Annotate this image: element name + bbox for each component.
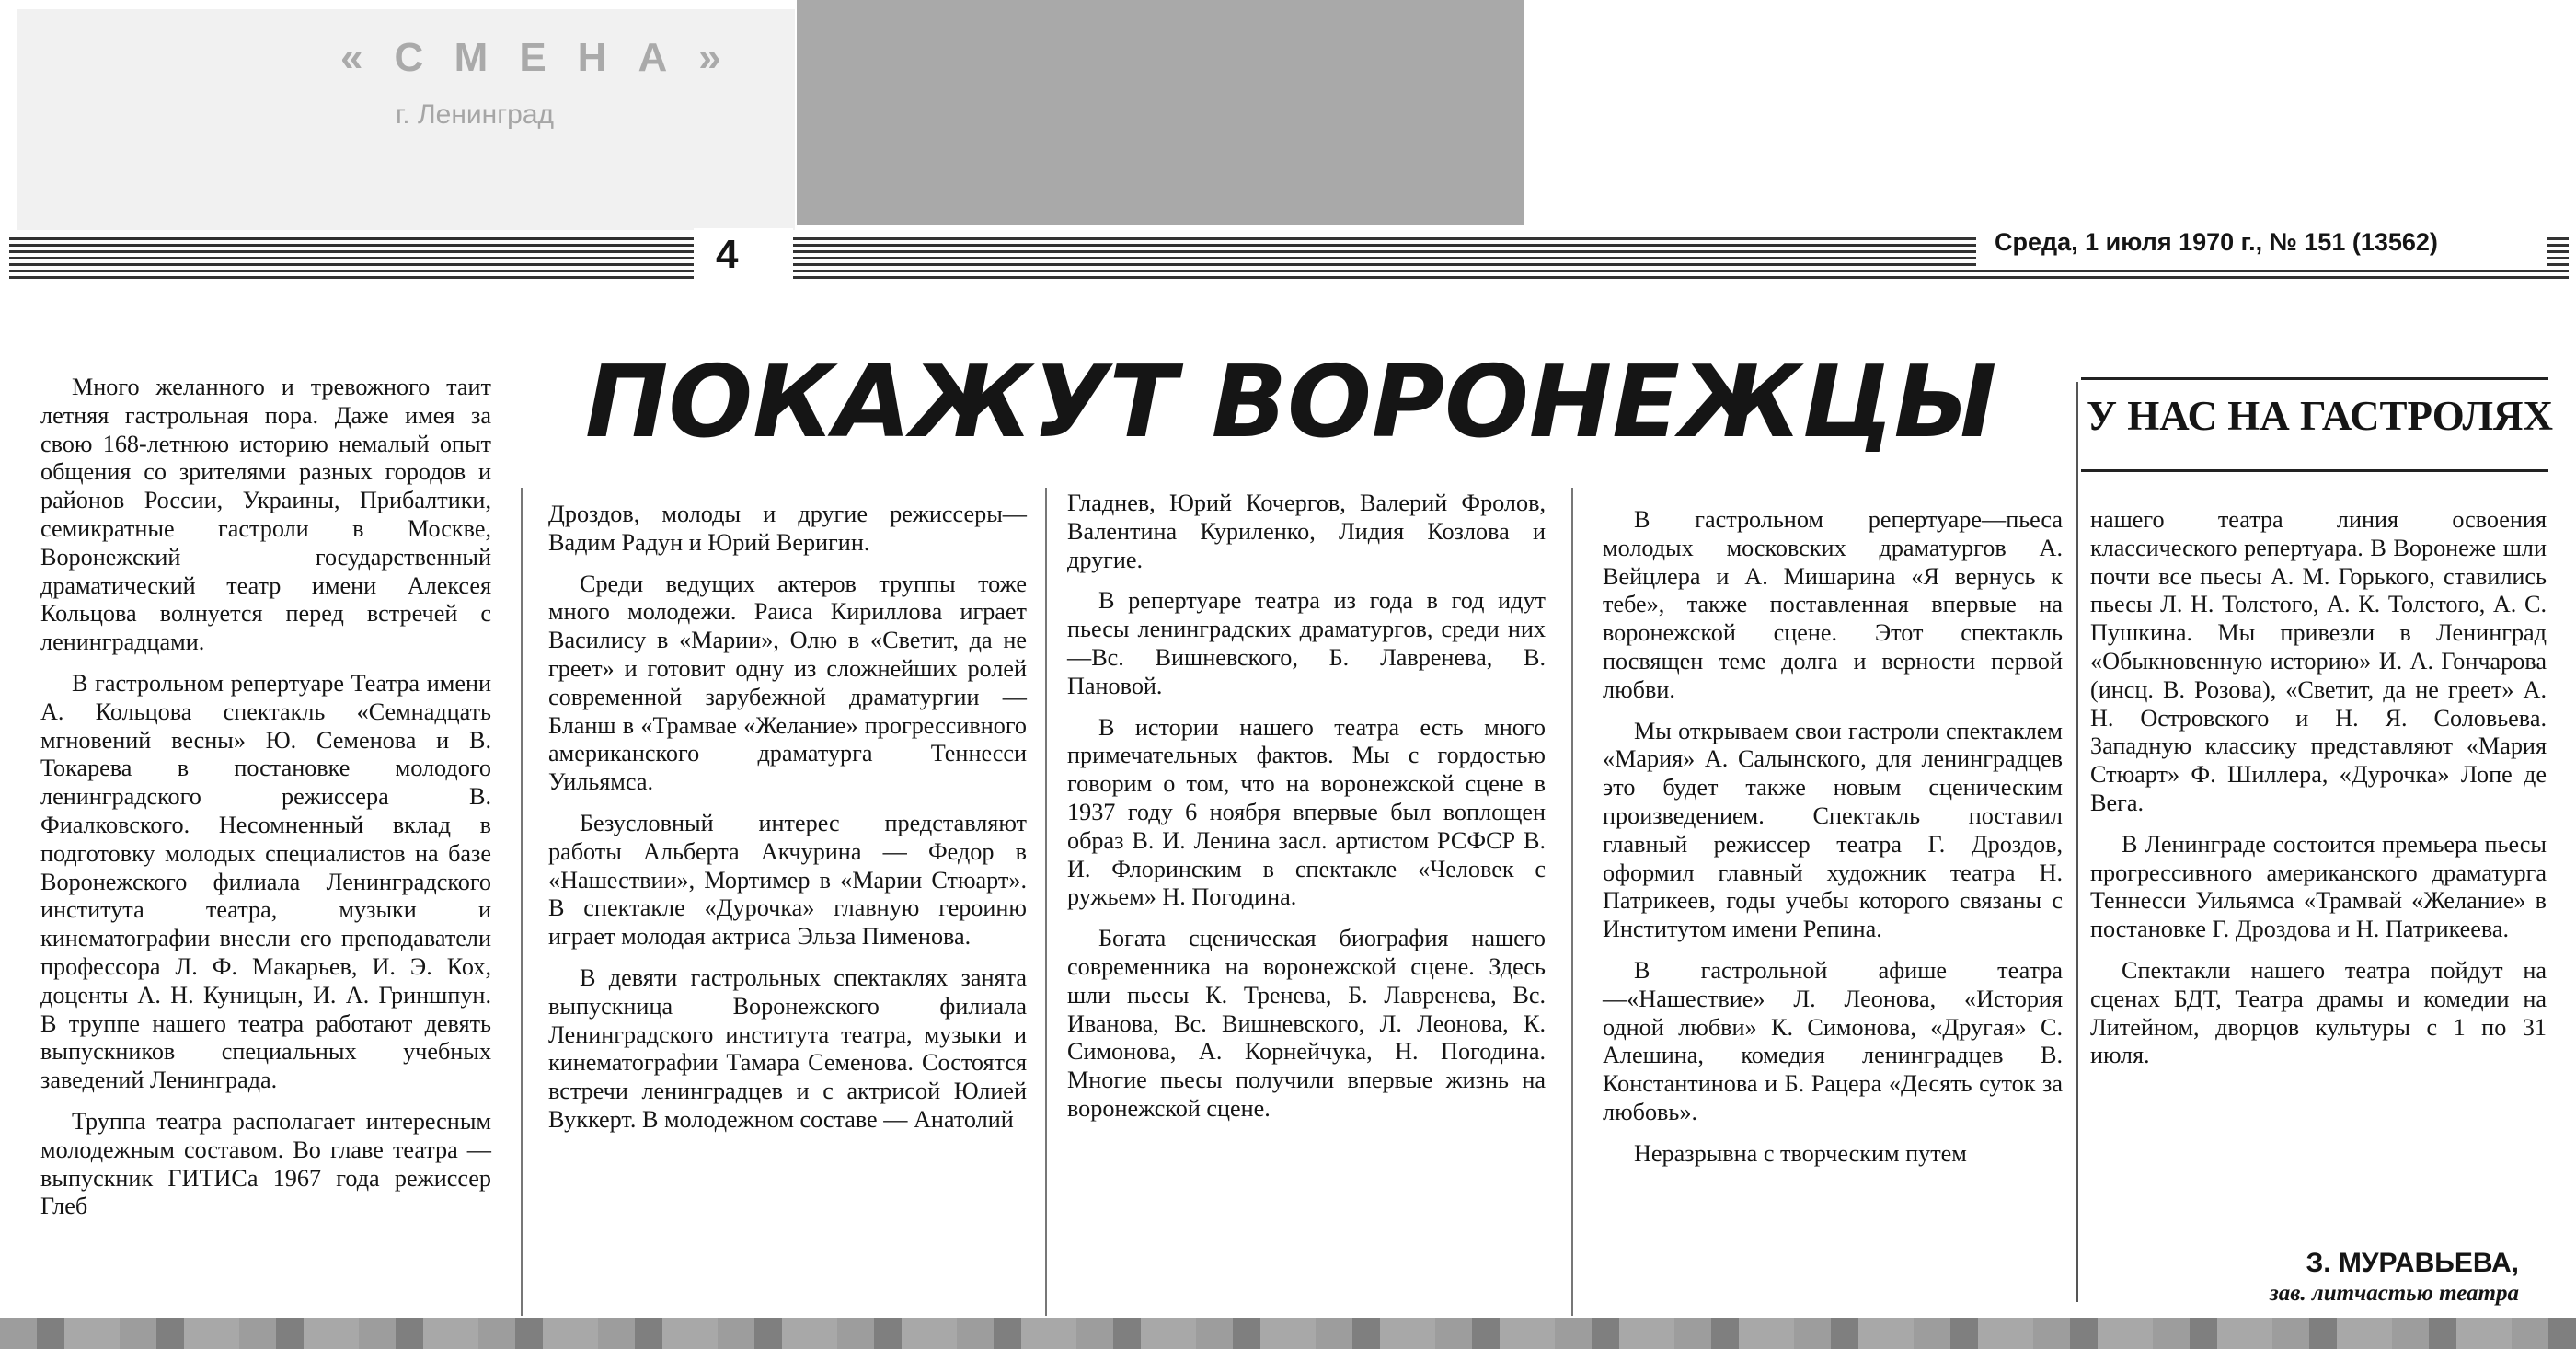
column-rule [1571, 488, 1573, 1316]
issue-info: Среда, 1 июля 1970 г., № 151 (13562) [1995, 228, 2438, 256]
paragraph: В Ленинграде состоится премьера пьесы прогрессивного американского драматурга Теннесси Уильямса «Трамвай «Желание» в постановке Г. Дроздова и Н. Патрикеева. [2090, 830, 2547, 943]
scan-bottom-edge [0, 1318, 2576, 1349]
rubric-bottom-line [2081, 469, 2548, 472]
paragraph: Труппа театра располагает интересным молодежным составом. Во главе театра — выпускник ГИТИСа 1967 года режиссер Глеб [40, 1107, 491, 1220]
paragraph: Неразрывна с творческим путем [1634, 1139, 1967, 1167]
paragraph: В гастрольной афише театра—«Нашествие» Л. Леонова, «История одной любви» К. Симонова, «Другая» С. Алешина, комедия ленинградцев В. Константинова и Б. Рацера «Десять суток за любовь». [1603, 956, 2063, 1125]
paragraph: Гладнев, Юрий Кочергов, Валерий Фролов, Валентина Куриленко, Лидия Козлова и другие. [1067, 490, 1546, 573]
paragraph: Среди ведущих актеров труппы тоже много молодежи. Раиса Кириллова играет Василису в «Марии», Олю в «Светит, да не греет» и готовит одну из сложнейших ролей современной зарубежной драматургии — Бланш в «Трамвае «Желание» прогрессивного американского драматурга Теннесси Уильямса. [548, 570, 1027, 796]
stamp-newspaper-name: «СМЕНА» [340, 35, 753, 80]
page-number-box [694, 228, 793, 289]
article-column-1 [40, 374, 491, 1234]
paragraph: нашего театра линия освоения классического репертуара. В Воронеже шли почти все пьесы А. М. Горького, ставились пьесы Л. Н. Толстого, А. К. Толстого, А. С. Пушкина. Мы привезли в Ленинград «Обыкновенную историю» И. А. Гончарова (инсц. В. Розова), «Светит, да не греет» А. Н. Островского и Н. Я. Соловьева. Западную классику представляют «Мария Стюарт» Ф. Шиллера, «Дурочка» Лопе де Вега. [2090, 506, 2547, 816]
paragraph: В девяти гастрольных спектаклях занята выпускница Воронежского филиала Ленинградского института театра, музыки и кинематографии Тамара Семенова. Состоятся встречи ленинградцев и с актрисой Юлией Вуккерт. В молодежном составе — Анатолий [548, 963, 1027, 1133]
author-name: З. МУРАВЬЕВА, [2306, 1248, 2519, 1278]
paragraph: Дроздов, молоды и другие режиссеры—Вадим Радун и Юрий Веригин. [548, 501, 1027, 556]
paragraph: Спектакли нашего театра пойдут на сценах БДТ, Театра драмы и комедии на Литейном, дворцов культуры с 1 по 31 июля. [2090, 956, 2547, 1069]
article-column-3 [1067, 490, 1546, 1136]
rubric-title: У НАС НА ГАСТРОЛЯХ [2087, 393, 2554, 439]
column-rule [1045, 488, 1047, 1316]
paragraph: В репертуаре театра из года в год идут пьесы ленинградских драматургов, среди них—Вс. Вишневского, Б. Лавренева, В. Пановой. [1067, 587, 1546, 699]
paragraph: Мы открываем свои гастроли спектаклем «Мария» А. Салынского, для ленинградцев это будет также новым сценическим произведением. Спектакль поставил главный режиссер театра Г. Дроздов, оформил главный художник театра Н. Патрикеев, годы учебы которого связаны с Институтом имени Репина. [1603, 717, 2063, 943]
column-rule [521, 488, 523, 1316]
rubric-column-rule [2076, 382, 2078, 1302]
rubric-top-line [2081, 377, 2548, 380]
paragraph: Много желанного и тревожного таит летняя гастрольная пора. Даже имея за свою 168-летнюю историю немалый опыт общения со зрителями разных городов и районов России, Украины, Прибалтики, семикратные гастроли в Москве, Воронежский государственный драматический театр имени Алексея Кольцова волнуется перед встречей с ленинградцами. [40, 374, 491, 656]
author-role: зав. литчастью театра [2269, 1281, 2519, 1306]
article-headline: ПОКАЖУТ ВОРОНЕЖЦЫ [585, 345, 1997, 460]
page-number: 4 [716, 232, 739, 277]
article-column-5 [2090, 506, 2547, 1083]
article-column-4 [1603, 506, 2063, 1182]
paragraph: В гастрольном репертуаре—пьеса молодых московских драматургов А. Вейцлера и А. Мишарина «Я вернусь к тебе», также поставленная впервые на воронежской сцене. Этот спектакль посвящен теме долга и верности первой любви. [1603, 506, 2063, 703]
stamp-city: г. Ленинград [396, 99, 555, 130]
paragraph: Богата сценическая биография нашего современника на воронежской сцене. Здесь шли пьесы К. Тренева, Б. Лавренева, Вс. Иванова, Вс. Вишневского, Л. Леонова, К. Симонова, А. Корнейчука, Н. Погодина. Многие пьесы получили впервые жизнь на воронежской сцене. [1067, 925, 1546, 1122]
paragraph: Безусловный интерес представляют работы Альберта Акчурина — Федор в «Нашествии», Мортимер в «Марии Стюарт». В спектакле «Дурочка» главную героиню играет молодая актриса Эльза Пименова. [548, 809, 1027, 951]
paragraph: В гастрольном репертуаре Театра имени А. Кольцова спектакль «Семнадцать мгновений весны» Ю. Семенова и В. Токарева в постановке молодого ленинградского режиссера В. Фиалковского. Несомненный вклад в подготовку молодых специалистов на базе Воронежского филиала Ленинградского института театра, музыки и кинематографии внесли его преподаватели профессора Л. Ф. Макарьев, И. Э. Кох, доценты А. Н. Куницын, И. А. Гриншпун. В труппе нашего театра работают девять выпускников специальных учебных заведений Ленинграда. [40, 669, 491, 1094]
scan-gray-band [797, 0, 1524, 225]
paragraph: В истории нашего театра есть много примечательных фактов. Мы с гордостью говорим о том, что на воронежской сцене в 1937 году 6 ноября впервые был воплощен образ В. И. Ленина засл. артистом РСФСР В. И. Флоринским в спектакле «Человек с ружьем» Н. Погодина. [1067, 713, 1546, 911]
article-column-2 [548, 501, 1027, 1147]
